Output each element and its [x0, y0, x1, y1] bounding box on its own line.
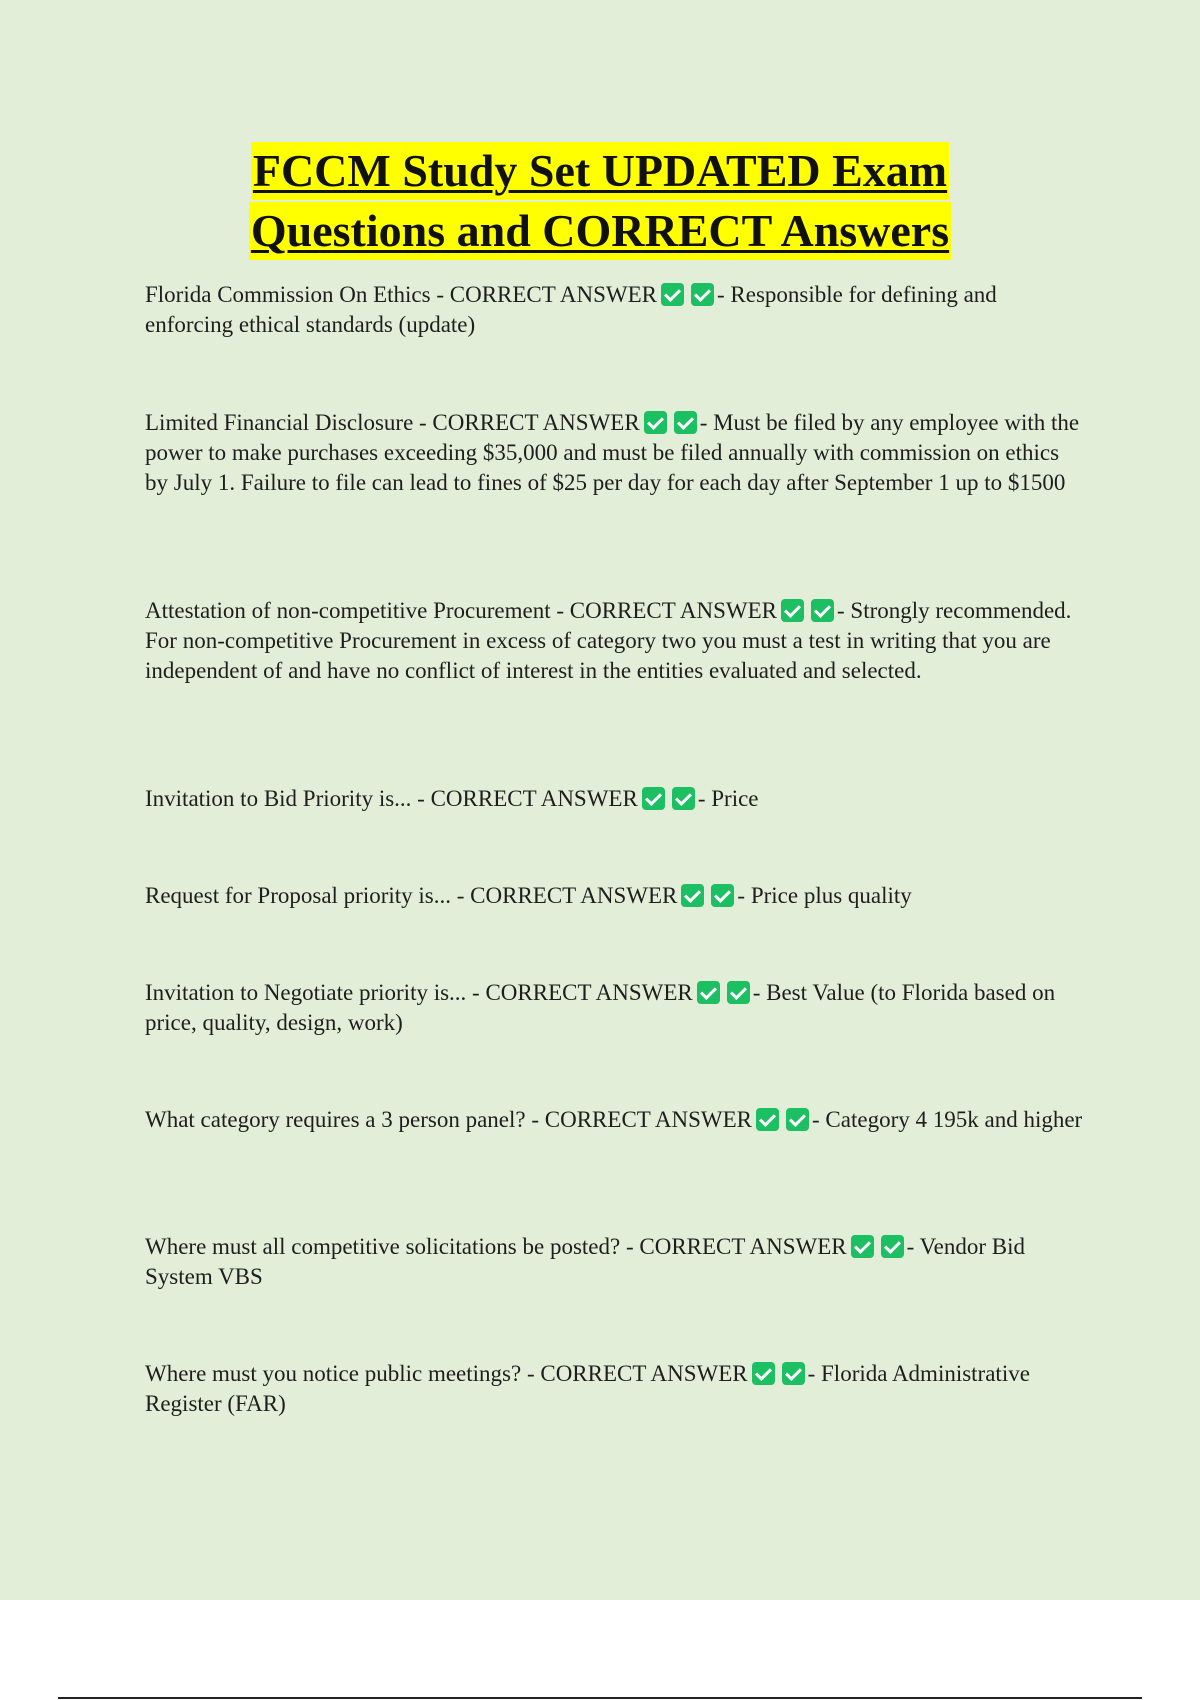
answer-text: - Vendor Bid System VBS [145, 1234, 1026, 1289]
check-icon [881, 1235, 904, 1258]
check-icon [697, 981, 720, 1004]
qa-entry-3 [145, 596, 1085, 686]
qa-entry-5 [145, 881, 1085, 911]
check-icon [711, 884, 734, 907]
question-text: What category requires a 3 person panel? - CORRECT ANSWER [145, 1107, 753, 1132]
check-icon [681, 884, 704, 907]
answer-text: - Strongly recommended. For non-competitive Procurement in excess of category two you must a test in writing that you are independent of and have no conflict of interest in the entities evaluated and selected. [145, 598, 1072, 683]
question-text: Where must you notice public meetings? - CORRECT ANSWER [145, 1361, 748, 1386]
answer-text: - Price plus quality [737, 883, 912, 908]
check-icon [781, 599, 804, 622]
check-icon [851, 1235, 874, 1258]
qa-entry-1 [145, 280, 1085, 340]
qa-entry-6 [145, 978, 1085, 1038]
question-text: Request for Proposal priority is... - CORRECT ANSWER [145, 883, 678, 908]
check-icon [782, 1362, 805, 1385]
check-icon [727, 981, 750, 1004]
question-text: Florida Commission On Ethics - CORRECT ANSWER [145, 282, 657, 307]
answer-text: - Responsible for defining and enforcing ethical standards (update) [145, 282, 997, 337]
qa-entry-9 [145, 1359, 1085, 1419]
qa-entry-2 [145, 408, 1085, 498]
check-icon [642, 787, 665, 810]
check-icon [674, 411, 697, 434]
qa-entry-8 [145, 1232, 1085, 1292]
check-icon [811, 599, 834, 622]
question-text: Invitation to Negotiate priority is... - CORRECT ANSWER [145, 980, 693, 1005]
footer-divider [58, 1697, 1142, 1699]
document-title [0, 142, 1200, 260]
check-icon [752, 1362, 775, 1385]
check-icon [661, 283, 684, 306]
question-text: Attestation of non-competitive Procurement - CORRECT ANSWER [145, 598, 777, 623]
answer-text: - Florida Administrative Register (FAR) [145, 1361, 1030, 1416]
answer-text: - Price [697, 786, 759, 811]
answer-text: - Category 4 195k and higher [812, 1107, 1083, 1132]
question-text: Where must all competitive solicitations be posted? - CORRECT ANSWER [145, 1234, 847, 1259]
answer-text: - Must be filed by any employee with the power to make purchases exceeding $35,000 and must be filed annually with commission on ethics by July 1. Failure to file can lead to fines of $25 per day for each day after September 1 up to $1500 [145, 410, 1080, 495]
qa-entry-7 [145, 1105, 1085, 1135]
question-text: Invitation to Bid Priority is... - CORRECT ANSWER [145, 786, 638, 811]
answer-text: - Best Value (to Florida based on price, quality, design, work) [145, 980, 1056, 1035]
qa-entry-4 [145, 784, 1085, 814]
check-icon [644, 411, 667, 434]
title-line-1: FCCM Study Set UPDATED Exam [251, 142, 949, 200]
question-text: Limited Financial Disclosure - CORRECT ANSWER [145, 410, 640, 435]
check-icon [672, 787, 695, 810]
check-icon [786, 1108, 809, 1131]
check-icon [691, 283, 714, 306]
check-icon [756, 1108, 779, 1131]
title-line-2: Questions and CORRECT Answers [249, 202, 951, 260]
